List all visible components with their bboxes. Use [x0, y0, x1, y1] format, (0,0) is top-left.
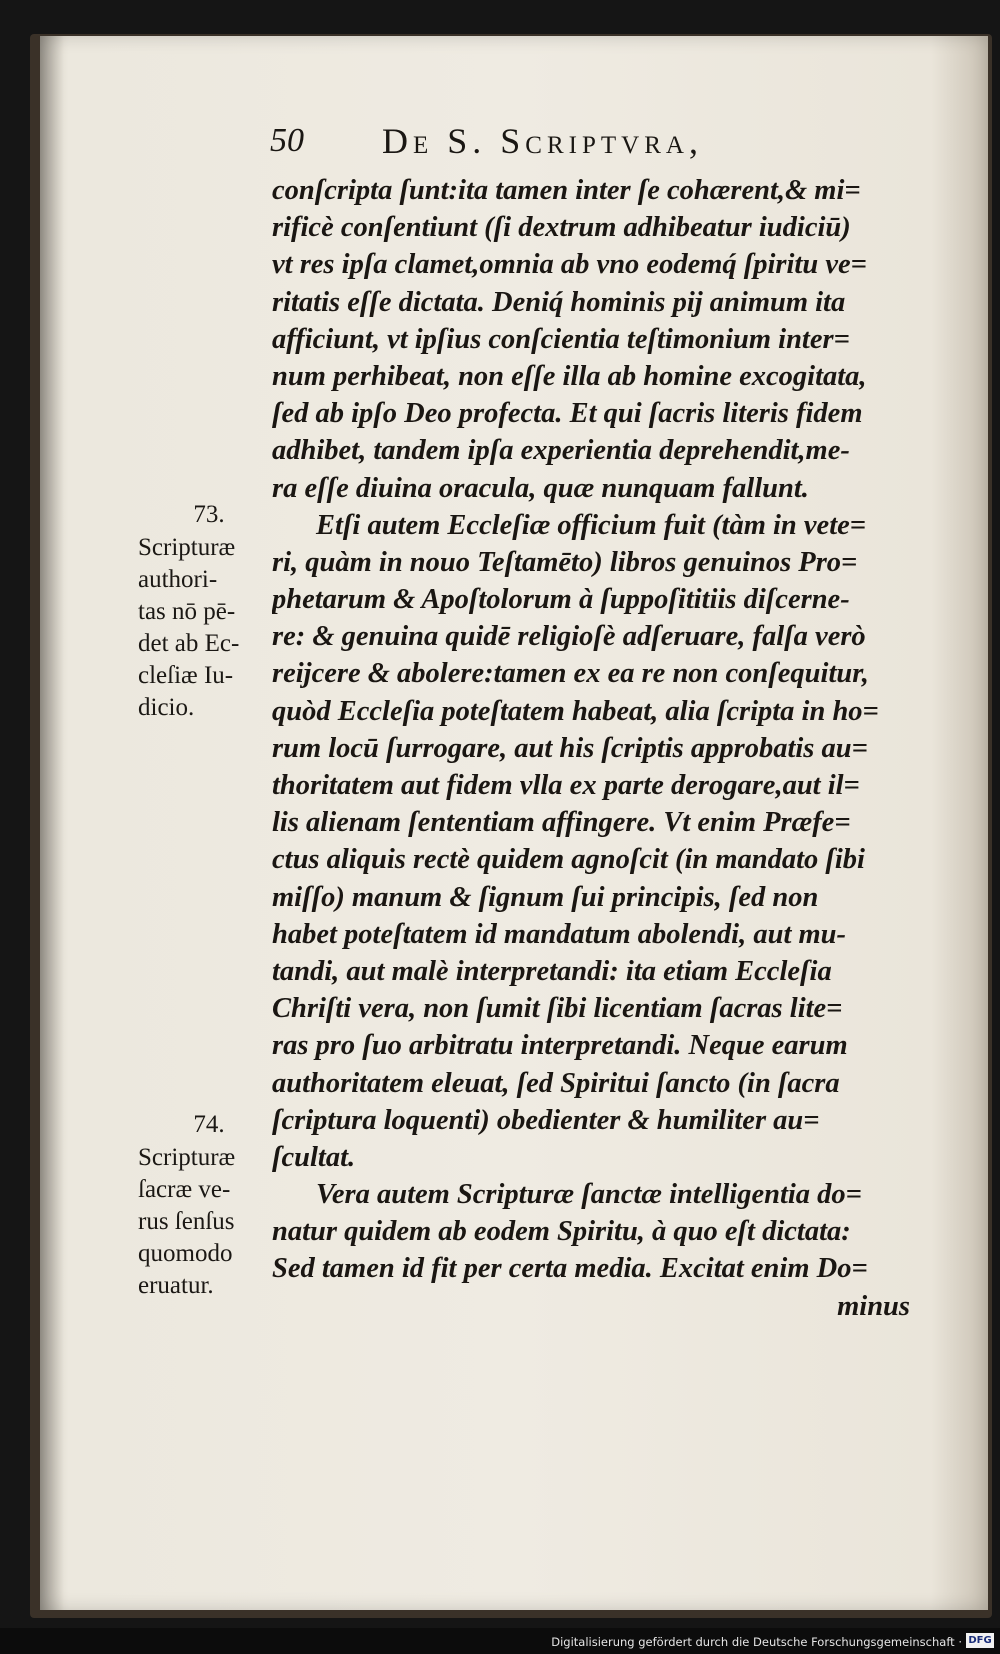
marginal-line: ſacræ ve- — [138, 1176, 231, 1203]
text-line: lis alienam ſententiam affingere. Vt enim Præfe= — [272, 807, 851, 839]
text-line: habet poteſtatem id mandatum abolendi, aut mu- — [272, 918, 846, 950]
text-line: natur quidem ab eodem Spiritu, à quo eſt dictata: — [272, 1216, 851, 1248]
marginal-line: Scripturæ — [138, 534, 236, 561]
text-line-paragraph-start: Vera autem Scripturæ ſanctæ intelligentia do= — [316, 1179, 862, 1211]
text-line: ſed ab ipſo Deo profecta. Et qui ſacris literis fidem — [272, 398, 863, 430]
marginal-line: Scripturæ — [138, 1144, 236, 1171]
text-line: miſſo) manum & ſignum ſui principis, ſed non — [272, 881, 819, 913]
text-line: ritatis eſſe dictata. Deniq́ hominis pij animum ita — [272, 286, 846, 318]
marginal-line: det ab Ec- — [138, 630, 240, 657]
text-line: rificè conſentiunt (ſi dextrum adhibeatur iudiciū) — [272, 212, 851, 244]
marginal-line: authori- — [138, 566, 218, 593]
marginal-line: cleſiæ Iu- — [138, 662, 234, 689]
spine-shadow — [40, 36, 64, 1610]
text-line: ra eſſe diuina oracula, quæ nunquam fallunt. — [272, 472, 809, 504]
text-line-paragraph-start: Etſi autem Eccleſiæ officium fuit (tàm in vete= — [316, 509, 867, 541]
text-line: quòd Eccleſia poteſtatem habeat, alia ſcripta in ho= — [272, 695, 879, 727]
text-line: ctus aliquis rectè quidem agnoſcit (in mandato ſibi — [272, 844, 865, 876]
running-title: De S. Scriptvra, — [382, 121, 703, 161]
text-line: Sed tamen id fit per certa media. Excitat enim Do= — [272, 1253, 868, 1285]
marginal-line: rus ſenſus — [138, 1208, 235, 1235]
text-line: tandi, aut malè interpretandi: ita etiam Eccleſia — [272, 955, 832, 987]
page-number: 50 — [270, 122, 304, 159]
text-line: authoritatem eleuat, ſed Spiritui ſancto (in ſacra — [272, 1067, 840, 1099]
dfg-logo: DFG — [966, 1633, 994, 1648]
marginal-line: eruatur. — [138, 1272, 214, 1299]
catchword: minus — [837, 1290, 910, 1322]
main-text-block — [272, 172, 940, 1325]
text-line: conſcripta ſunt:ita tamen inter ſe cohærent,& mi= — [272, 175, 861, 206]
text-line: num perhibeat, non eſſe illa ab homine excogitata, — [272, 360, 867, 392]
marginal-line: tas nō pē- — [138, 598, 236, 625]
text-line: afficiunt, vt ipſius conſcientia teſtimonium inter= — [272, 323, 850, 355]
marginal-line: quomodo — [138, 1240, 233, 1267]
text-line: vt res ipſa clamet,omnia ab vno eodemq́ ſpiritu ve= — [272, 249, 867, 281]
text-line: Chriſti vera, non ſumit ſibi licentiam ſacras lite= — [272, 993, 843, 1025]
text-line: phetarum & Apoſtolorum à ſuppoſititiis diſcerne- — [272, 584, 850, 616]
text-line: ras pro ſuo arbitratu interpretandi. Neque earum — [272, 1030, 848, 1062]
digitization-footer — [0, 1628, 1000, 1654]
marginal-number: 73. — [193, 501, 225, 528]
marginal-note-73 — [138, 498, 270, 724]
page-header — [270, 116, 970, 166]
text-line: ſcultat. — [272, 1141, 356, 1173]
text-line: ri, quàm in nouo Teſtamēto) libros genuinos Pro= — [272, 546, 858, 578]
text-line: ſcriptura loquenti) obedienter & humiliter au= — [272, 1104, 820, 1136]
text-line: adhibet, tandem ipſa experientia deprehendit,me- — [272, 435, 850, 467]
text-line: re: & genuina quidē religioſè adſeruare, falſa verò — [272, 621, 866, 653]
text-line: rum locū ſurrogare, aut his ſcriptis approbatis au= — [272, 732, 868, 764]
text-line: reijcere & abolere:tamen ex ea re non conſequitur, — [272, 658, 869, 690]
marginal-note-74 — [138, 1108, 270, 1302]
text-line: thoritatem aut fidem vlla ex parte derogare,aut il= — [272, 770, 860, 801]
marginal-line: dicio. — [138, 694, 195, 721]
funding-credit: Digitalisierung gefördert durch die Deutsche Forschungsgemeinschaft · — [551, 1635, 962, 1649]
marginal-number: 74. — [193, 1111, 225, 1138]
